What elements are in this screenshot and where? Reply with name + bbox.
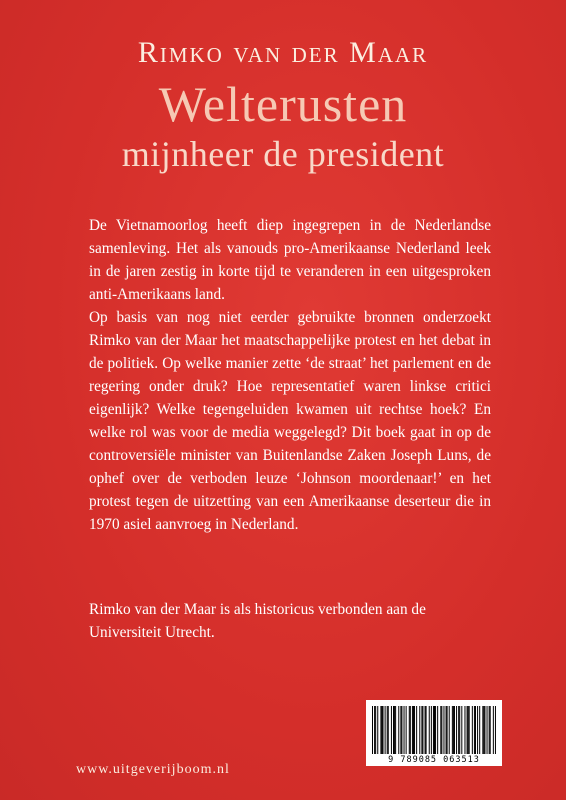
- author-bio: [89, 598, 491, 644]
- publisher-website: www.uitgeverijboom.nl: [76, 762, 230, 777]
- blurb: [89, 214, 491, 536]
- isbn-number: 9 789085 063513: [388, 755, 480, 765]
- book-subtitle: mijnheer de president: [121, 134, 445, 174]
- blurb-paragraph-2: Op basis van nog niet eerder gebruikte bronnen onderzoekt Rimko van der Maar het maatschappelijke protest en het debat in de politiek. Op welke manier zette ‘de straat’ het parlement en de regering onder druk? Hoe representatief waren linkse critici eigenlijk? Welke tegengeluiden kwamen uit rechtse hoek? En welke rol was voor de media weggelegd? Dit boek gaat in op de controversiële minister van Buitenlandse Zaken Joseph Luns, de ophef over de verboden leuze ‘Johnson moordenaar!’ en het protest tegen de uitzetting van een Amerikaanse deserteur die in 1970 asiel aanvroeg in Nederland.: [89, 309, 491, 533]
- author-bio-text: Rimko van der Maar is als historicus verbonden aan de Universiteit Utrecht.: [89, 601, 426, 641]
- blurb-paragraph-1: De Vietnamoorlog heeft diep ingegrepen in de Nederlandse samenleving. Het als vanouds pro-Amerikaanse Nederland leek in de jaren zestig in korte tijd te veranderen in een uitgesproken anti-Amerikaans land.: [89, 217, 491, 303]
- barcode-icon: [372, 706, 496, 754]
- isbn-barcode: [366, 700, 502, 766]
- book-title: Welterusten: [158, 76, 408, 132]
- author-name: Rimko van der Maar: [137, 36, 429, 69]
